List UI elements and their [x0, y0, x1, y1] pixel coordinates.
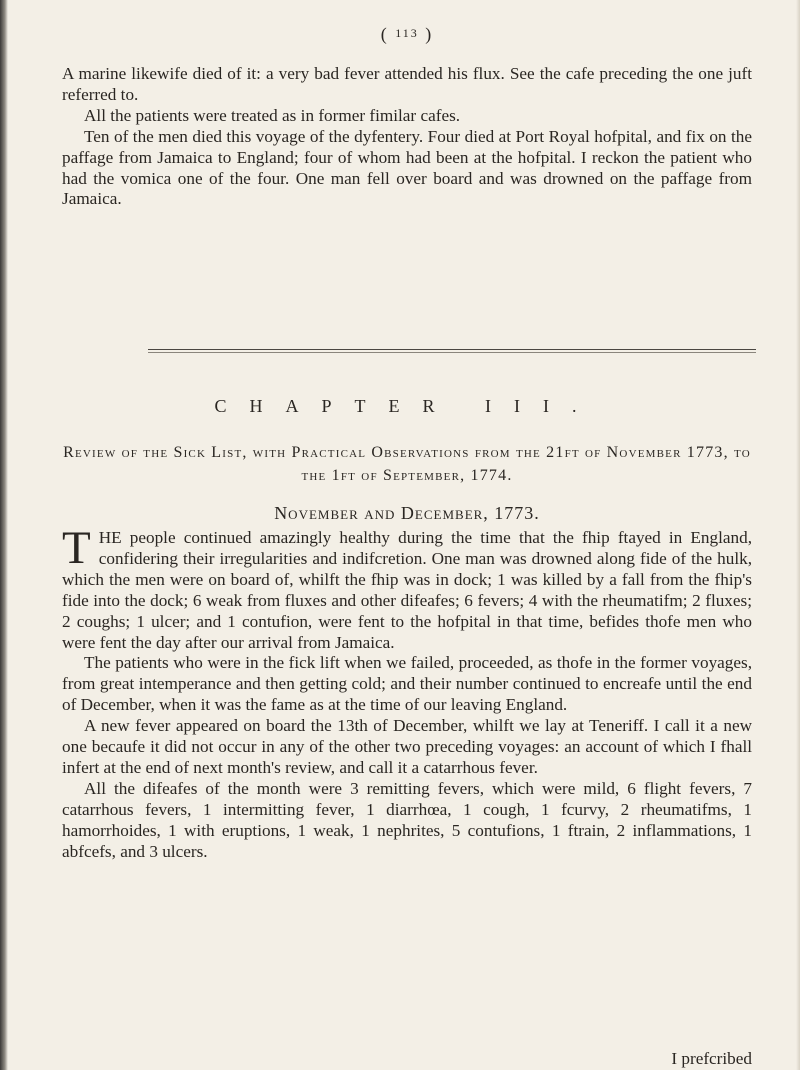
section-divider-thin: [148, 352, 756, 353]
paragraph: All the patients were treated as in former fimilar cafes.: [84, 105, 461, 125]
chapter-body: [62, 522, 752, 863]
drop-cap: T: [62, 522, 91, 574]
paragraph: All the difeafes of the month were 3 remitting fevers, which were mild, 6 flight fevers, 7 catarrhous fevers, 1 intermitting fever, 1 diarrhœa, 1 cough, 1 fcurvy, 2 rheumatifms, 1 hamorrhoides, 1 with eruptions, 1 weak, 1 nephrites, 5 contufions, 1 ftrain, 2 inflammations, 1 abfcefs, and 3 ulcers.: [62, 778, 752, 861]
section-divider: [148, 349, 756, 350]
catchword: I prefcribed: [671, 1049, 752, 1068]
paragraph: THE people continued amazingly healthy during the time that the fhip ftayed in England, confidering their irregularities and indifcretion. One man was drowned along fide of the hulk, which the men were on board of, whilft the fhip was in dock; 1 was killed by a fall from the fhip's fide into the dock; 6 weak from fluxes and other difeafes; 6 fevers; 4 with the rheumatifm; 2 fluxes; 2 coughs; 1 ulcer; and 1 contufion, were fent to the hofpital in that time, befides thofe men who were fent the day after our arrival from Jamaica.: [62, 522, 752, 652]
page-right-edge: [796, 0, 800, 1070]
previous-chapter-text: [62, 64, 752, 210]
chapter-heading: CHAPTER III.: [214, 396, 600, 416]
page-number: ( 113 ): [380, 24, 434, 44]
page-number-value: 113: [395, 26, 419, 40]
paragraph: A new fever appeared on board the 13th of December, whilft we lay at Teneriff. I call it a new one becaufe it did not occur in any of the other two preceding voyages: an account of which I fhall infert at the end of next month's review, and call it a catarrhous fever.: [62, 716, 752, 777]
paragraph: Ten of the men died this voyage of the dyfentery. Four died at Port Royal hofpital, and fix on the paffage from Jamaica to England; four of whom had been at the hofpital. I reckon the patient who had the vomica one of the four. One man fell over board and was drowned on the paffage from Jamaica.: [62, 126, 752, 209]
month-heading: November and December, 1773.: [274, 503, 540, 523]
review-heading: Review of the Sick List, with Practical Observations from the 21ft of November 1773, to the 1ft of September, 1774.: [63, 444, 751, 484]
page-binding-edge: [0, 0, 8, 1070]
paragraph: A marine likewife died of it: a very bad fever attended his flux. See the cafe preceding the one juft referred to.: [62, 64, 752, 104]
paragraph: The patients who were in the fick lift when we failed, proceeded, as thofe in the former voyages, from great intemperance and then getting cold; and their number continued to encreafe until the end of December, when it was the fame as at the time of our leaving England.: [62, 653, 752, 715]
